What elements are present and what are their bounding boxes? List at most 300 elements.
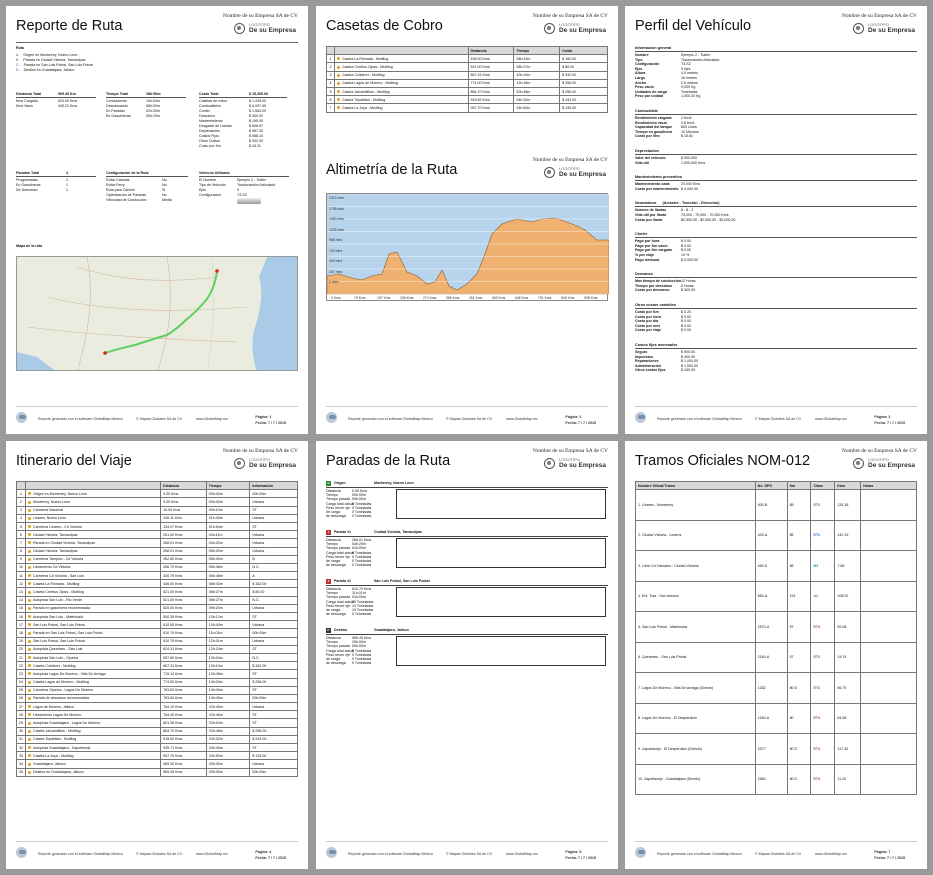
- summary-value: Si: [162, 188, 166, 192]
- table-row[interactable]: [17, 719, 298, 727]
- table-cell: [161, 596, 207, 604]
- table-row[interactable]: [636, 581, 917, 612]
- table-row[interactable]: [17, 760, 298, 768]
- table-row[interactable]: [17, 703, 298, 711]
- vehicle-row-value: Tractocamión Articulado: [681, 57, 720, 62]
- table-row[interactable]: [636, 642, 917, 673]
- cell-text: 00h:00m: [252, 696, 267, 701]
- vehicle-row-value: 600 Litros: [681, 125, 697, 130]
- cell-text: Monterrey, Nuevo Leon: [33, 499, 71, 504]
- cell-text: Caseta Jalcamitillan - Multilog: [33, 729, 81, 734]
- road-marker-icon: [28, 525, 31, 528]
- page-number-text: Página: 3: [874, 415, 891, 419]
- cell-text: $ 256.00: [562, 89, 577, 94]
- table-cell: [206, 588, 250, 596]
- road-marker-icon: [337, 82, 340, 85]
- cell-text: 3. Libre Cd Camaleo - Ciudad Victoria: [638, 563, 699, 568]
- cell-text: $ 256.00: [562, 81, 577, 86]
- route-letter: C.: [16, 63, 20, 67]
- cell-text: Destino en Guadalajara, Jalisco: [33, 770, 84, 775]
- table-cell: [636, 764, 756, 795]
- table-cell: [26, 547, 161, 555]
- summary-value: 14h:04m: [146, 99, 160, 103]
- table-row[interactable]: [17, 670, 298, 678]
- cell-text: 268.01 Kms: [163, 540, 183, 545]
- table-cell: [26, 653, 161, 661]
- cell-text: 31: [19, 737, 23, 742]
- vehicle-row-value: 10 %: [681, 252, 690, 257]
- footer-website: www.GlobalMap.mx: [506, 852, 538, 856]
- cell-text: Parada de descanso recomendada: [33, 696, 89, 701]
- table-cell: [206, 719, 250, 727]
- table-row[interactable]: [17, 498, 298, 506]
- cell-text: 525.00 Kms: [163, 606, 183, 611]
- road-marker-icon: [28, 746, 31, 749]
- table-cell: [250, 653, 298, 661]
- table-header-row: [327, 47, 608, 55]
- table-cell: [636, 520, 756, 551]
- alt-x-tick: 451 Kms: [469, 296, 483, 300]
- table-cell: [17, 531, 26, 539]
- route-map[interactable]: [16, 256, 298, 371]
- road-marker-icon: [28, 697, 31, 700]
- page-title: Itinerario del Viaje: [16, 453, 132, 469]
- logo-big-text: De su Empresa: [559, 462, 606, 469]
- table-cell: [636, 612, 756, 643]
- vehicle-section: [635, 149, 917, 165]
- cell-text: 667.31 Kms: [470, 73, 490, 78]
- table-cell: [811, 490, 835, 521]
- table-cell: [250, 572, 298, 580]
- vehicle-section: [635, 272, 917, 293]
- table-cell: [811, 734, 835, 765]
- table-cell: [861, 764, 917, 795]
- table-row[interactable]: [17, 539, 298, 547]
- table-row[interactable]: [17, 506, 298, 514]
- route-letter: D.: [16, 68, 20, 72]
- summary-label: Distancia Total: [16, 92, 42, 96]
- cell-text: $ 80.00: [562, 64, 575, 69]
- summary-label: Descansando: [106, 104, 128, 108]
- vehicle-row-label: Impuestos: [635, 354, 653, 359]
- vehicle-row-value: 70,000 - 70,000 - 70,000 Kms: [681, 212, 729, 217]
- table-cell: [468, 104, 514, 112]
- table-row[interactable]: [327, 79, 608, 87]
- cell-text: ET4: [813, 655, 821, 660]
- table-row[interactable]: [17, 629, 298, 637]
- vehicle-row-label: Costo por mes: [635, 323, 661, 328]
- stop-row-value: 01h:00m: [352, 595, 366, 600]
- table-cell: [514, 96, 560, 104]
- table-cell: [250, 629, 298, 637]
- section-rule: [635, 308, 917, 309]
- cell-text: 00h:00m: [208, 491, 223, 496]
- table-row[interactable]: [636, 520, 917, 551]
- cell-text: Autopista San Luis - Rio Verde: [33, 598, 82, 603]
- road-marker-icon: [28, 558, 31, 561]
- vehicle-used: [199, 171, 294, 198]
- stop-row-value: 00h:00m: [352, 644, 366, 649]
- summary-label: Kms Vacio: [16, 104, 33, 108]
- cell-text: ET4: [813, 502, 821, 507]
- table-row[interactable]: [636, 734, 917, 765]
- cell-text: 783.84 Kms: [163, 696, 183, 701]
- summary-label: Kms Cargado: [16, 99, 38, 103]
- table-cell: [17, 572, 26, 580]
- cell-text: 11h:01m: [208, 630, 223, 635]
- page-number: [255, 414, 286, 426]
- summary-label: Casetas de cobro: [199, 99, 228, 103]
- table-row[interactable]: [17, 490, 298, 498]
- summary-value: $ 1,435.00: [249, 99, 266, 103]
- stop-badge-icon: O: [327, 481, 330, 485]
- cell-text: 20: [19, 647, 23, 652]
- stop-notes-box[interactable]: [396, 538, 606, 568]
- page-title: Reporte de Ruta: [16, 18, 123, 34]
- table-row[interactable]: [636, 490, 917, 521]
- table-cell: [250, 719, 298, 727]
- cell-text: ST: [252, 614, 257, 619]
- vehicle-row-label: Costo por Km: [635, 310, 659, 314]
- table-row[interactable]: [17, 621, 298, 629]
- table-row[interactable]: [17, 735, 298, 743]
- page-number-text: Página: 5: [565, 850, 582, 854]
- table-cell: [26, 703, 161, 711]
- summary-label: Configuración: [199, 193, 222, 197]
- summary-label: Combustibles: [199, 104, 221, 108]
- table-row[interactable]: [17, 580, 298, 588]
- stop-header: [326, 481, 414, 486]
- vehicle-row: [635, 328, 917, 333]
- table-row[interactable]: [17, 596, 298, 604]
- cell-text: Carretera Ojuelos - Lagos De Moreno: [33, 688, 94, 693]
- table-cell: [755, 520, 787, 551]
- stop-row-value: 10 Toneladas: [352, 599, 374, 604]
- cell-text: 08h:27m: [208, 598, 223, 603]
- table-cell: [17, 752, 26, 760]
- table-cell: [250, 514, 298, 522]
- table-row[interactable]: [17, 572, 298, 580]
- table-cell: [811, 551, 835, 582]
- table-cell: [327, 55, 335, 63]
- cell-text: 2. Ciudad Victoria - Linares: [638, 533, 682, 538]
- table-row[interactable]: [17, 653, 298, 661]
- table-cell: [250, 498, 298, 506]
- table-cell: [468, 71, 514, 79]
- vehicle-row-label: Ancho: [635, 80, 647, 85]
- table-row[interactable]: [17, 531, 298, 539]
- table-header-cell: Tiempo: [206, 482, 250, 490]
- cell-text: 23h:48m: [208, 729, 223, 734]
- table-row[interactable]: [17, 686, 298, 694]
- logo-small-text: LOGOTIPO: [559, 166, 580, 171]
- table-cell: [206, 539, 250, 547]
- table-row[interactable]: [17, 752, 298, 760]
- stop-row-value: 0 Toneladas: [352, 563, 372, 568]
- cell-text: Parada en Ciudad Victoria, Tamaulipas: [33, 540, 95, 545]
- table-row[interactable]: [636, 703, 917, 734]
- table-cell: [636, 490, 756, 521]
- cell-text: 5. San Luis Potosi - Matehuala: [638, 624, 687, 629]
- summary-value: 445.21 Kms: [58, 104, 78, 108]
- road-marker-icon: [28, 607, 31, 610]
- footer-copyright: © Mapas Globales SA de CV: [136, 852, 183, 856]
- vehicle-row-label: Rendimiento vacío: [635, 120, 667, 125]
- summary-value: 1: [66, 188, 68, 192]
- logo-big-text: De su Empresa: [559, 27, 606, 34]
- stop-row-label: Peso tercer eje: [326, 603, 351, 608]
- table-cell: [250, 637, 298, 645]
- table-cell: [17, 629, 26, 637]
- vehicle-row-value: $ 0.20: [681, 310, 691, 314]
- table-row[interactable]: [17, 604, 298, 612]
- table-cell: [26, 580, 161, 588]
- cell-text: N.C.: [252, 598, 260, 603]
- stop-row-value: 0 Toneladas: [352, 652, 372, 657]
- vehicle-row-value: $ 1,000.00: [681, 359, 698, 364]
- cell-text: 18: [19, 630, 23, 635]
- cell-text: 134.38: [837, 502, 849, 507]
- table-cell: [327, 63, 335, 71]
- cell-text: Linares, Nuevo Leon: [33, 516, 67, 521]
- table-row[interactable]: [17, 547, 298, 555]
- vehicle-row: [635, 134, 917, 139]
- table-row[interactable]: [17, 522, 298, 530]
- table-row[interactable]: [636, 551, 917, 582]
- summary-value: $ 6,097.40: [249, 104, 266, 108]
- cell-text: ET4: [813, 624, 821, 629]
- vehicle-section-title: [635, 149, 917, 153]
- cell-text: 0.00 Kms: [163, 499, 179, 504]
- road-marker-icon: [28, 754, 31, 757]
- vehicle-row-value: 2.6 metros: [681, 80, 698, 85]
- table-cell: [206, 670, 250, 678]
- alt-y-tick: 1798 mtrs: [329, 206, 345, 211]
- vehicle-row-label: Pago mensual: [635, 257, 660, 262]
- table-cell: [26, 752, 161, 760]
- table-cell: [861, 612, 917, 643]
- table-cell: [26, 686, 161, 694]
- cell-text: $ 162.00: [562, 56, 577, 61]
- cell-text: 14.74: [837, 655, 847, 660]
- logo-small-text: LOGOTIPO: [559, 457, 580, 462]
- table-cell: [17, 678, 26, 686]
- table-row[interactable]: [17, 711, 298, 719]
- page-date: Fecha: 7 / 7 / 2015: [565, 421, 596, 425]
- stop-row: [326, 612, 371, 616]
- cell-text: 1. Linares - Monterrey: [638, 502, 674, 507]
- cell-text: Caseta Cerritos Ojoss - Multilog: [341, 64, 393, 69]
- stop-rule: [326, 585, 608, 586]
- table-row[interactable]: [327, 104, 608, 112]
- cell-text: 251.00 Kms: [163, 532, 183, 537]
- cell-text: 7. Lagos De Moreno - Villa De Arriaga (Directo): [638, 685, 714, 690]
- table-row[interactable]: [17, 514, 298, 522]
- summary-label: Programadas: [16, 178, 38, 182]
- cell-text: 774.00 Kms: [163, 680, 183, 685]
- table-row[interactable]: [17, 645, 298, 653]
- cell-text: Autopista Guadalajara - Zapotlanejo: [33, 745, 91, 750]
- table-cell: [636, 581, 756, 612]
- table-cell: [206, 596, 250, 604]
- table-row[interactable]: [17, 694, 298, 702]
- route-letter: B.: [16, 58, 20, 62]
- table-row[interactable]: [17, 555, 298, 563]
- company-name: Nombre de su Empresa SA de CV: [532, 13, 608, 19]
- vehicle-section-title: [635, 343, 917, 347]
- footer-copyright: © Mapas Globales SA de CV: [755, 852, 802, 856]
- stop-notes-box[interactable]: [396, 587, 606, 617]
- summary-label: Costo por Km: [199, 144, 221, 148]
- table-cell: [861, 673, 917, 704]
- cell-text: Caseta Cerritos Ojoss - Multilog: [33, 590, 84, 595]
- table-cell: [161, 514, 207, 522]
- cell-text: $ 243.00: [562, 97, 577, 102]
- table-cell: [17, 686, 26, 694]
- table-row[interactable]: [17, 613, 298, 621]
- footer-copyright: © Mapas Globales SA de CV: [136, 417, 183, 421]
- route-text: Parada en San Luis Potosi, San Luis Potosi: [23, 63, 94, 67]
- vehicle-row-label: Reparaciones: [635, 359, 659, 364]
- table-cell: [250, 604, 298, 612]
- vehicle-row-label: Altura: [635, 71, 646, 76]
- vehicle-section: [635, 201, 917, 222]
- road-marker-icon: [28, 517, 31, 520]
- table-row[interactable]: [17, 768, 298, 776]
- table-header-cell: Kms: [835, 482, 861, 490]
- summary-label: Optimización de Paradas: [106, 193, 147, 197]
- stop-row-value: 0 Toneladas: [352, 612, 372, 617]
- table-row[interactable]: [636, 764, 917, 795]
- table-row[interactable]: [17, 662, 298, 670]
- table-cell: [206, 580, 250, 588]
- cell-text: 266.79 Kms: [163, 565, 183, 570]
- summary-value: Ejemplo 2 - Trailer: [237, 178, 267, 182]
- vehicle-row: [635, 94, 917, 99]
- table-cell: [161, 588, 207, 596]
- table-cell: [560, 96, 608, 104]
- vehicle-row-value: $ 0.00: [681, 239, 691, 244]
- cell-text: 57: [789, 655, 794, 660]
- table-row[interactable]: [17, 727, 298, 735]
- table-row[interactable]: [17, 563, 298, 571]
- vehicle-section-title-text: Costos fijos mensuales: [635, 343, 678, 347]
- cell-text: 935.71 Kms: [163, 745, 183, 750]
- summary-row: [16, 104, 96, 109]
- table-header-cell: [334, 47, 468, 55]
- cell-text: 915.62 Kms: [470, 97, 490, 102]
- table-cell: [250, 694, 298, 702]
- globalmap-logo-icon: [326, 846, 340, 860]
- cell-text: 400-A: [757, 533, 768, 538]
- table-row[interactable]: [17, 678, 298, 686]
- cell-text: N.C.: [252, 655, 260, 660]
- table-row[interactable]: [327, 55, 608, 63]
- cell-text: 00h:00m: [252, 491, 267, 496]
- company-logo: [853, 456, 915, 472]
- table-cell: [327, 87, 335, 95]
- cell-text: Urbana: [252, 516, 265, 521]
- logo-small-text: LOGOTIPO: [868, 22, 889, 27]
- footer-divider: [326, 841, 608, 842]
- stop-notes-box[interactable]: [396, 636, 606, 666]
- table-row[interactable]: [17, 588, 298, 596]
- footer-website: www.GlobalMap.mx: [815, 417, 847, 421]
- page-title: Casetas de Cobro: [326, 18, 443, 34]
- table-header-row: [636, 482, 917, 490]
- cell-text: 436.00 Kms: [163, 581, 183, 586]
- cell-text: 108.02: [837, 594, 849, 599]
- cell-text: 08h:27m: [516, 64, 531, 69]
- table-row[interactable]: [17, 744, 298, 752]
- table-cell: [250, 760, 298, 768]
- vehicle-row: [635, 288, 917, 293]
- stop-rule: [326, 634, 608, 635]
- section-rule: [635, 180, 917, 181]
- vehicle-row-value: 16 metros: [681, 75, 697, 80]
- road-marker-icon: [28, 771, 31, 774]
- cell-text: 08h:43m: [208, 581, 223, 586]
- table-cell: [17, 637, 26, 645]
- logo-icon: [544, 167, 555, 178]
- table-cell: [26, 506, 161, 514]
- vehicle-row-value: 5 ejes: [681, 66, 691, 71]
- table-row[interactable]: [327, 63, 608, 71]
- cell-text: Lagos de Moreno, Jalisco: [33, 704, 74, 709]
- table-cell: [755, 642, 787, 673]
- ruta-label: Ruta: [16, 46, 24, 50]
- cell-text: Autopista San Luis - Matehuala: [33, 614, 83, 619]
- summary-value: 5: [237, 188, 239, 192]
- stop-kind: Origen: [334, 481, 346, 485]
- altimetry-svg: [327, 194, 609, 302]
- stop-row-label: Tiempo parada: [326, 595, 351, 600]
- cell-text: 8: [20, 549, 22, 554]
- table-row[interactable]: [327, 96, 608, 104]
- summary-row: [16, 92, 96, 97]
- table-cell: [811, 612, 835, 643]
- table-cell: [636, 551, 756, 582]
- table-cell: [861, 642, 917, 673]
- table-row[interactable]: [636, 612, 917, 643]
- stop-row-label: de descarga: [326, 612, 346, 617]
- summary-row: [106, 171, 196, 176]
- table-cell: [468, 55, 514, 63]
- vehicle-row-label: Tiempo en gasolinera: [635, 129, 672, 134]
- cell-text: ST: [252, 688, 257, 693]
- stop-row-value: 0 Toneladas: [352, 501, 372, 506]
- stop-kind: Destino: [334, 628, 348, 632]
- table-row[interactable]: [17, 637, 298, 645]
- stop-notes-box[interactable]: [396, 489, 606, 519]
- cell-text: 957.70 Kms: [163, 753, 183, 758]
- table-row[interactable]: [327, 71, 608, 79]
- cell-text: $ 342.00: [562, 73, 577, 78]
- table-cell: [327, 79, 335, 87]
- summary-label: Velocidad de Conducción: [106, 198, 147, 202]
- vehicle-section: [635, 303, 917, 333]
- cell-text: 330.79 Kms: [163, 573, 183, 578]
- table-row[interactable]: [636, 673, 917, 704]
- table-cell: [787, 642, 811, 673]
- road-marker-icon: [28, 656, 31, 659]
- table-cell: [787, 673, 811, 704]
- cell-text: 24h:32m: [516, 97, 531, 102]
- summary-label: Paradas Total: [16, 171, 40, 175]
- footer-divider: [635, 406, 917, 407]
- road-marker-icon: [28, 705, 31, 708]
- table-row[interactable]: [327, 87, 608, 95]
